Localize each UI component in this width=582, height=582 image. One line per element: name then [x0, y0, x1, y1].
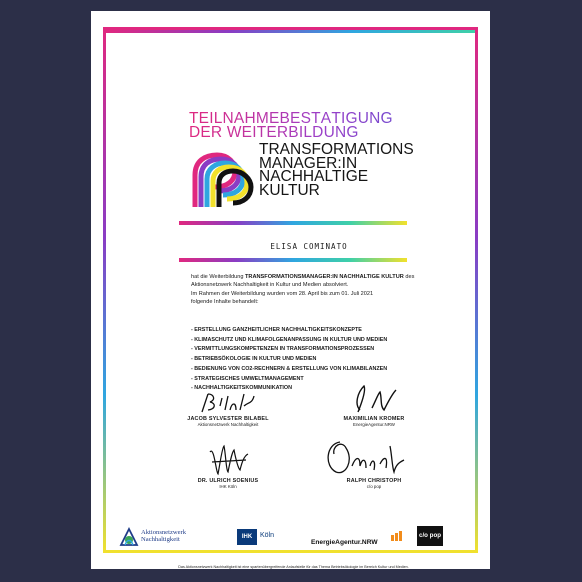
certificate-heading	[189, 112, 409, 140]
program-logo-icon	[189, 147, 255, 207]
aktionsnetzwerk-line1: Aktionsnetzwerk	[141, 529, 187, 536]
list-item: - VERMITTLUNGSKOMPETENZEN IN TRANSFORMATIONSPROZESSEN	[191, 346, 375, 353]
intro-suffix: folgende Inhalte behandelt:	[191, 299, 259, 306]
certificate-body	[106, 30, 475, 569]
signatory-name: RALPH CHRISTOPH	[346, 478, 402, 484]
intro-middle: des Aktionsnetzwerk Nachhaltigkeit in Kultur und Medien absolviert.	[191, 274, 415, 289]
aktionsnetzwerk-logo	[119, 525, 214, 549]
copop-logo: c/o pop	[417, 526, 443, 546]
ihk-box: IHK	[237, 529, 257, 545]
heading-line-1: TEILNAHMEBESTÄTIGUNG	[189, 110, 393, 127]
gradient-divider-top	[179, 221, 407, 225]
program-line: KULTUR	[259, 181, 320, 199]
intro-text	[191, 273, 431, 307]
list-item: - BETRIEBSÖKOLOGIE IN KULTUR UND MEDIEN	[191, 356, 317, 363]
participant-name: ELISA COMINATO	[270, 242, 348, 251]
signatory-bilabel	[168, 416, 288, 428]
footer-note: Das Aktionsnetzwerk Nachhaltigkeit ist eine spartenübergreifende Anlaufstelle für das Thema Betriebsökologie im Bereich Kultur und Medien.	[178, 565, 409, 569]
program-line: NACHHALTIGE	[259, 168, 369, 185]
intro-dates: Im Rahmen der Weiterbildung wurden vom 28. April bis zum 01. Juli 2021	[191, 290, 374, 297]
list-item: - BEDIENUNG VON CO2-RECHNERN & ERSTELLUNG VON KLIMABILANZEN	[191, 365, 388, 372]
aktionsnetzwerk-line2: Nachhaltigkeit	[141, 536, 180, 544]
gradient-frame	[103, 27, 478, 569]
certificate-sheet	[91, 11, 490, 569]
list-item: - NACHHALTIGKEITSKOMMUNIKATION	[191, 385, 293, 392]
signatory-org: IHK Köln	[219, 484, 237, 489]
ihk-city: Köln	[260, 532, 275, 539]
heading-line-2: DER WEITERBILDUNG	[189, 124, 359, 141]
signature-christoph-icon	[320, 436, 410, 480]
program-line: MANAGER:IN	[259, 154, 358, 172]
top-gradient-bar	[106, 30, 475, 33]
signatory-name: MAXIMILIAN KROMER	[343, 416, 405, 422]
signatory-name: JACOB SYLVESTER BILABEL	[187, 416, 269, 422]
signature-soenius-icon	[206, 442, 250, 476]
signature-kromer-icon	[344, 384, 404, 414]
signatory-christoph	[314, 478, 434, 490]
list-item: - STRATEGISCHES UMWELTMANAGEMENT	[191, 375, 304, 382]
energieagentur-text: EnergieAgentur.NRW	[311, 539, 378, 546]
signatory-name: DR. ULRICH SOENIUS	[197, 478, 259, 484]
gradient-divider-bottom	[179, 258, 407, 262]
ihk-logo	[237, 529, 297, 547]
aktionsnetzwerk-leaf-icon	[119, 527, 139, 547]
program-line: TRANSFORMATIONS	[259, 141, 414, 158]
signature-bilabel-icon	[198, 392, 258, 414]
energieagentur-logo	[311, 531, 411, 545]
signatory-org: c/o pop	[366, 484, 382, 489]
signatory-kromer	[314, 416, 434, 428]
program-title	[259, 143, 459, 197]
intro-program: TRANSFORMATIONSMANAGER:IN NACHHALTIGE KULTUR	[245, 274, 404, 280]
signatory-soenius	[168, 478, 288, 490]
list-item: - ERSTELLUNG GANZHEITLICHER NACHHALTIGKEITSKONZEPTE	[191, 327, 362, 333]
signatory-org: Aktionsnetzwerk Nachhaltigkeit	[197, 422, 259, 427]
intro-prefix: hat die Weiterbildung	[191, 274, 246, 280]
list-item: - KLIMASCHUTZ UND KLIMAFOLGENANPASSUNG IN KULTUR UND MEDIEN	[191, 336, 388, 343]
energieagentur-bars-icon	[391, 531, 403, 541]
signatory-org: EnergieAgentur.NRW	[353, 422, 395, 427]
partner-logos	[111, 524, 476, 549]
